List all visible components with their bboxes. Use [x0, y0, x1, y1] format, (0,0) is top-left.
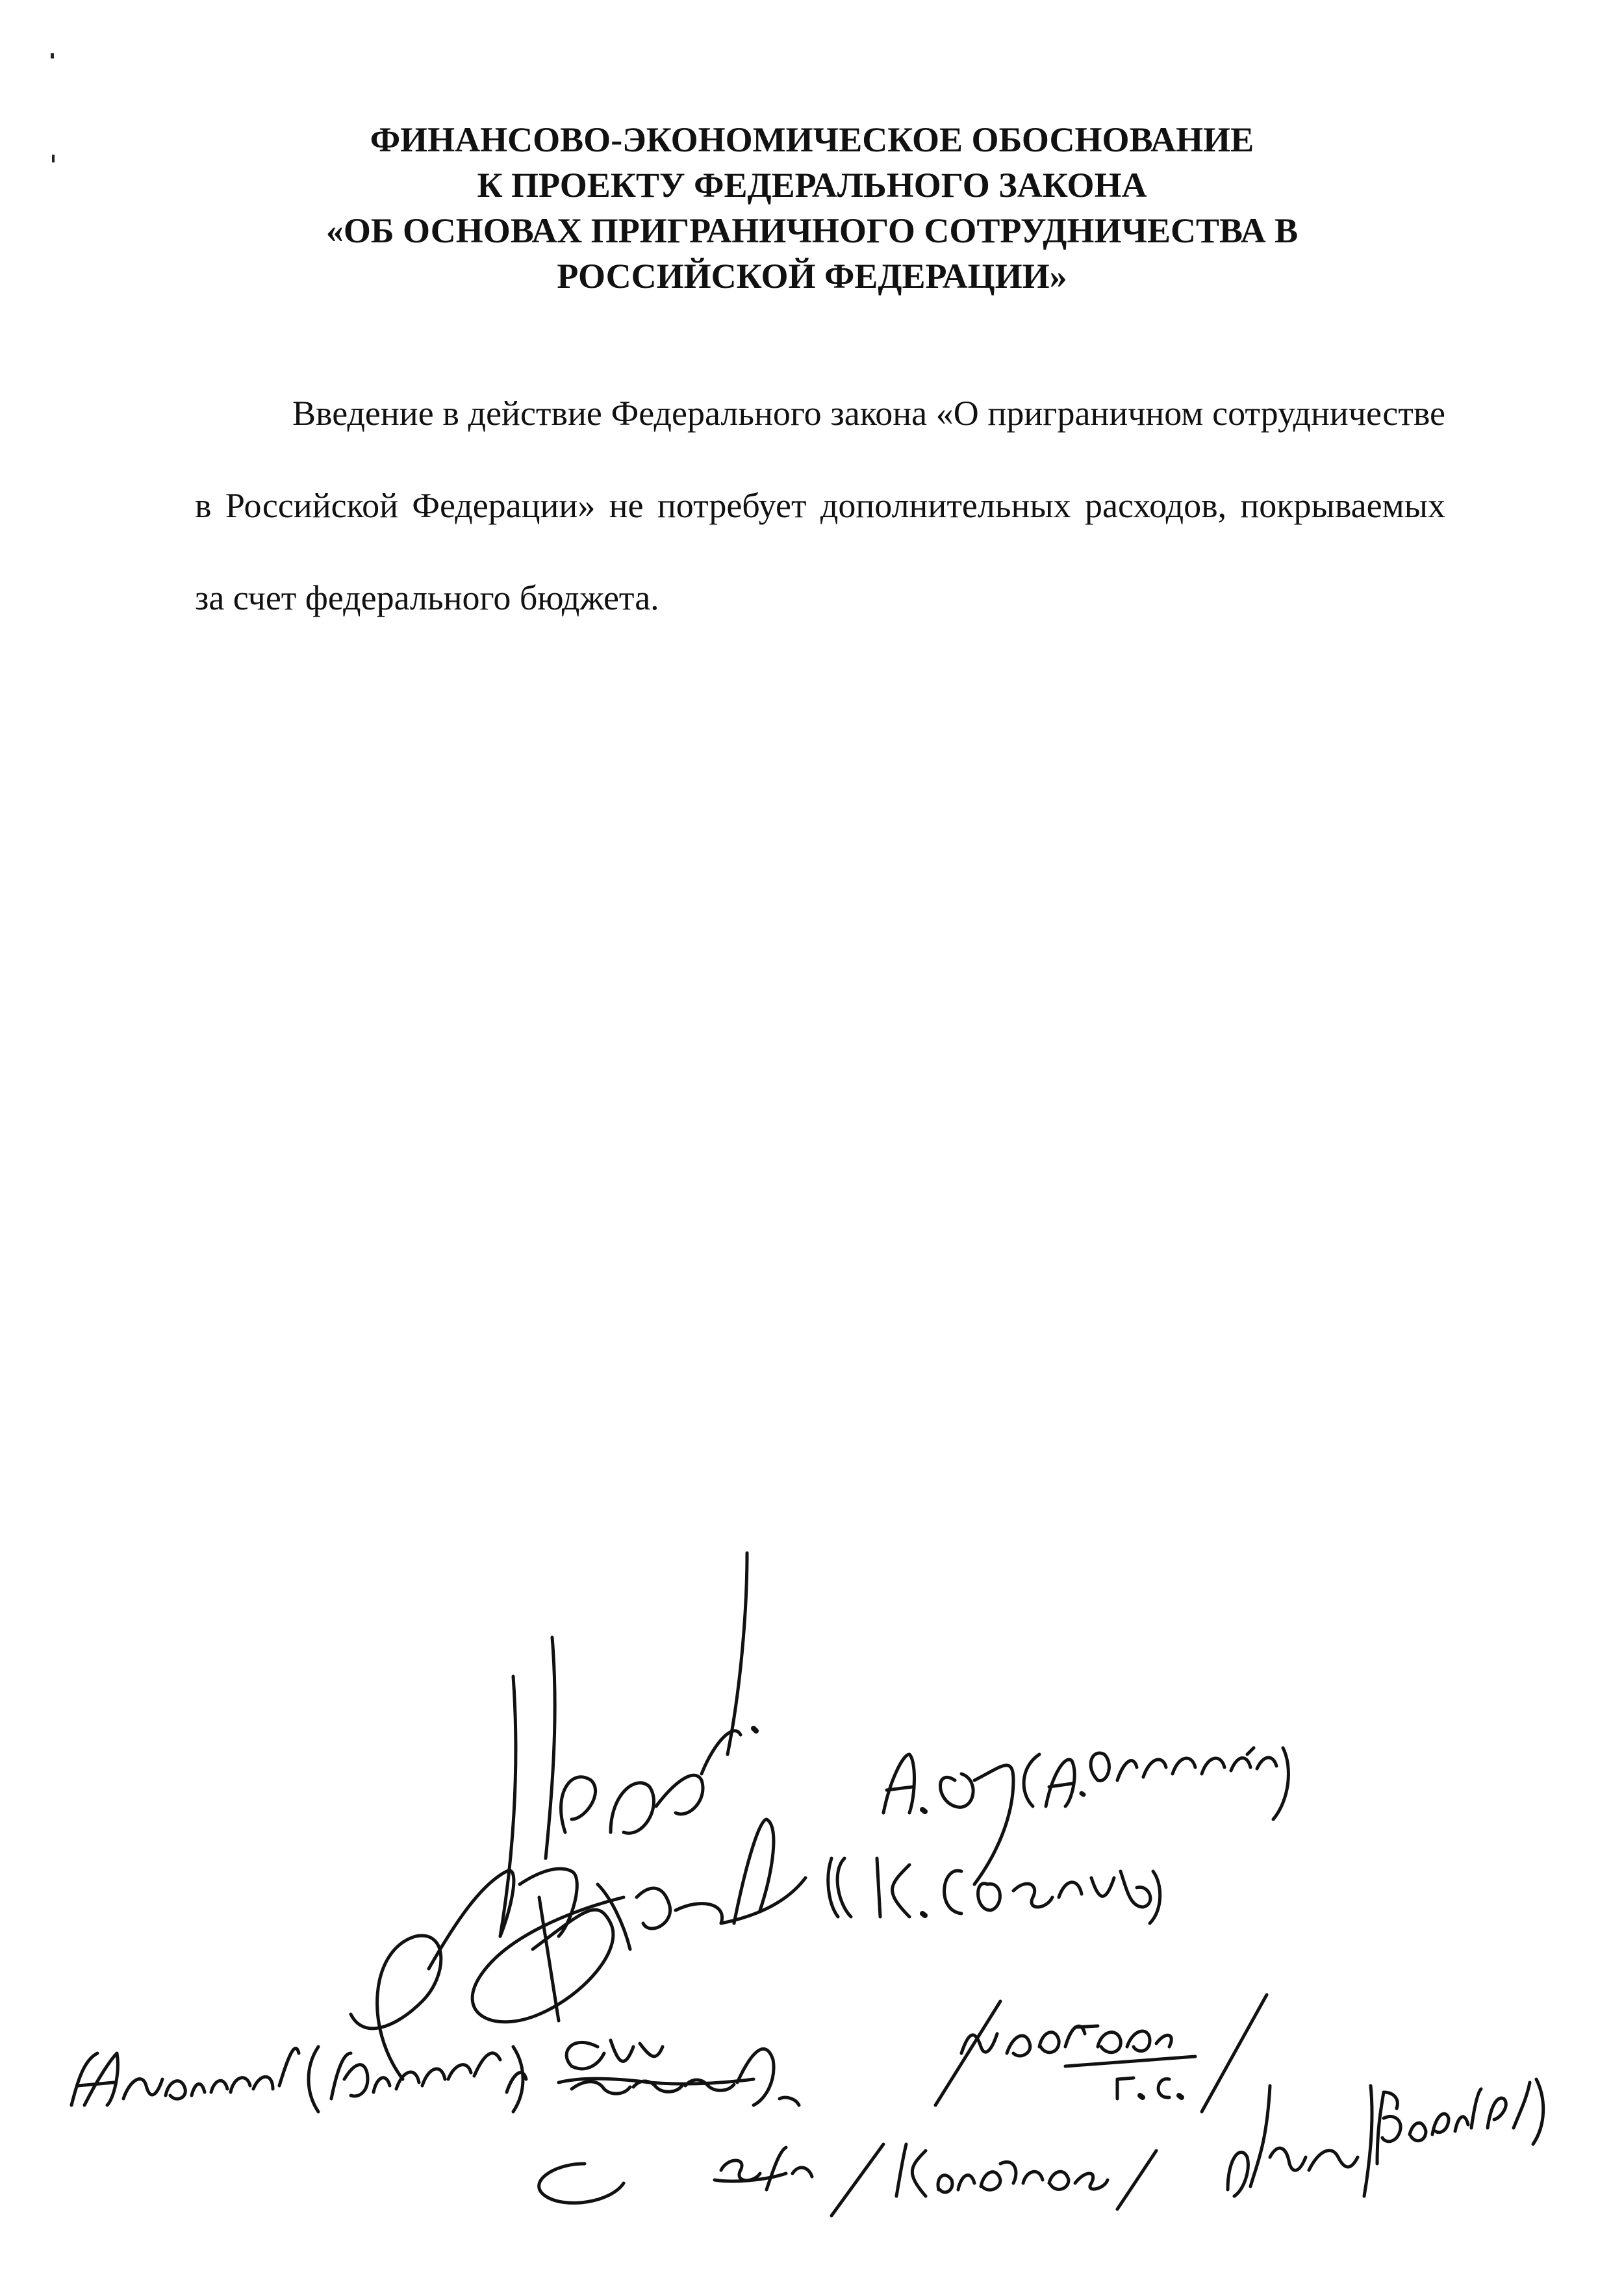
title-line-2: К ПРОЕКТУ ФЕДЕРАЛЬНОГО ЗАКОНА: [477, 166, 1147, 205]
signature-1: [351, 1553, 756, 2079]
signature-4: [71, 2047, 526, 2112]
signature-8: [1228, 2079, 1543, 2196]
body-paragraph: Введение в действие Федерального закона «О приграничном сотрудничестве в Российской Федерации» не потребует дополнительных расходов, покрываемых за счет федерального бюджета.: [195, 394, 1445, 617]
title-line-4: РОССИЙСКОЙ ФЕДЕРАЦИИ»: [557, 257, 1067, 296]
signature-2: [883, 1748, 1288, 1884]
signature-6: [935, 1995, 1267, 2112]
signature-7: [539, 2144, 1156, 2216]
title-line-3: «ОБ ОСНОВАХ ПРИГРАНИЧНОГО СОТРУДНИЧЕСТВА В: [325, 211, 1299, 250]
signature-3: [472, 1819, 1160, 2022]
signature-5: [559, 2040, 799, 2105]
title-line-1: ФИНАНСОВО-ЭКОНОМИЧЕСКОЕ ОБОСНОВАНИЕ: [370, 120, 1254, 159]
